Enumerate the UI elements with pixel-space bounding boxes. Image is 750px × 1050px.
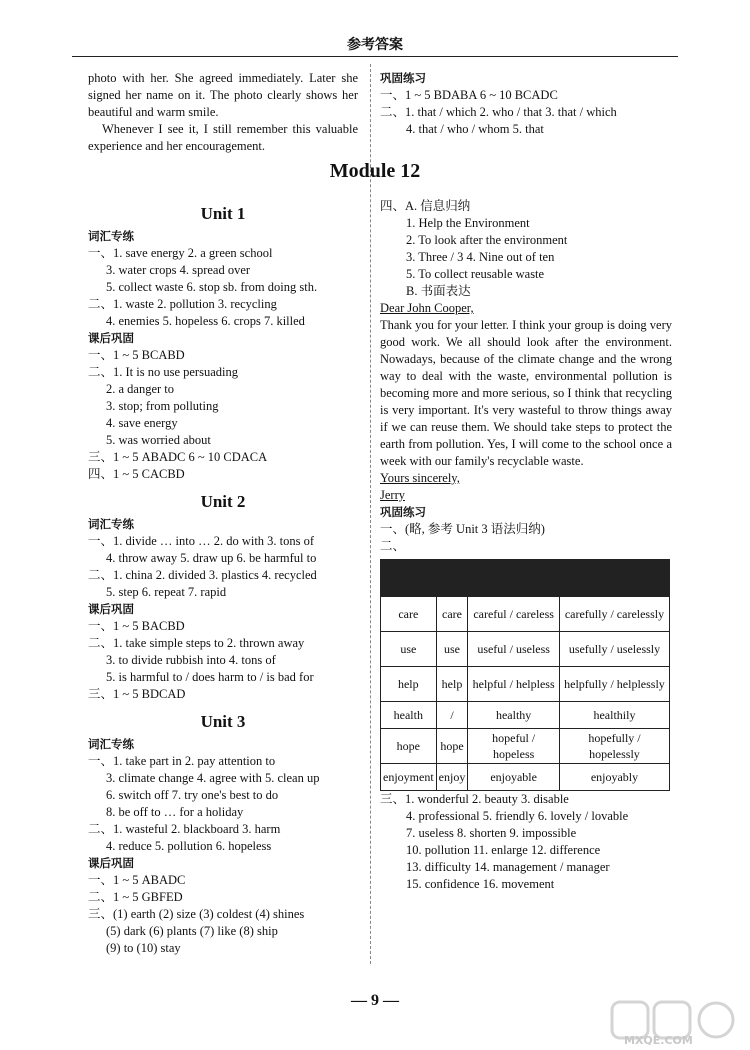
info-line: 2. To look after the environment	[406, 233, 568, 247]
unit2-line: 二、1. china 2. divided 3. plastics 4. recycled	[88, 568, 317, 582]
story-paragraph-2: Whenever I see it, I still remember this valuable experience and her encouragement.	[88, 122, 358, 153]
unit1-line: 5. collect waste 6. stop sb. from doing sth.	[106, 280, 318, 294]
svg-text:MXQE.COM: MXQE.COM	[624, 1034, 693, 1045]
table-cell: help	[381, 667, 437, 702]
left-column	[88, 70, 358, 957]
unit1-line: 3. water crops 4. spread over	[106, 263, 251, 277]
table-row	[381, 729, 670, 764]
unit1-line: 四、1 ~ 5 CACBD	[88, 467, 185, 481]
table-row	[381, 667, 670, 702]
info-line: 3. Three / 3 4. Nine out of ten	[406, 250, 555, 264]
practice-three-line: 4. professional 5. friendly 6. lovely / lovable	[406, 809, 629, 823]
practice-heading-top: 巩固练习	[380, 71, 426, 85]
unit1-line: 2. a danger to	[106, 382, 175, 396]
unit3-line: 一、1. take part in 2. pay attention to	[88, 754, 276, 768]
unit3-line: 三、(1) earth (2) size (3) coldest (4) shines	[88, 907, 305, 921]
table-cell: enjoyable	[468, 764, 560, 791]
table-cell: carefully / carelessly	[559, 597, 669, 632]
practice-three-line: 13. difficulty 14. management / manager	[406, 860, 610, 874]
table-cell: use	[436, 632, 468, 667]
unit2-line: 二、1. take simple steps to 2. thrown away	[88, 636, 305, 650]
column-divider	[370, 64, 371, 964]
info-line: 5. To collect reusable waste	[406, 267, 545, 281]
word-forms-table	[380, 559, 670, 791]
unit3-vocab-heading: 词汇专练	[88, 737, 134, 751]
unit1-line: 5. was worried about	[106, 433, 211, 447]
unit3-line: 8. be off to … for a holiday	[106, 805, 244, 819]
info-heading: 四、A. 信息归纳	[380, 199, 471, 213]
page-number: — 9 —	[351, 992, 399, 1009]
story-paragraph-1: photo with her. She agreed immediately. Later she signed her name on it. The photo clearly shows her beautiful and warm smile.	[88, 71, 358, 119]
practice-heading: 巩固练习	[380, 505, 426, 519]
table-cell: health	[381, 702, 437, 729]
unit2-line: 一、1. divide … into … 2. do with 3. tons of	[88, 534, 315, 548]
unit2-line: 5. step 6. repeat 7. rapid	[106, 585, 227, 599]
unit2-line: 3. to divide rubbish into 4. tons of	[106, 653, 276, 667]
table-cell: hope	[381, 729, 437, 764]
table-row	[381, 702, 670, 729]
unit1-line: 二、1. waste 2. pollution 3. recycling	[88, 297, 277, 311]
watermark-logo	[610, 1000, 740, 1045]
page-header: 参考答案	[347, 37, 403, 53]
letter	[380, 300, 672, 504]
unit3-line: 一、1 ~ 5 ABADC	[88, 873, 186, 887]
unit2-title: Unit 2	[200, 492, 246, 511]
unit3-line: 4. reduce 5. pollution 6. hopeless	[106, 839, 272, 853]
table-cell: helpful / helpless	[468, 667, 560, 702]
practice-line: 二、1. that / which 2. who / that 3. that / which	[380, 105, 617, 119]
practice-three-line: 7. useless 8. shorten 9. impossible	[406, 826, 577, 840]
table-cell: care	[436, 597, 468, 632]
module-title: Module 12	[329, 160, 421, 182]
practice-three-line: 三、1. wonderful 2. beauty 3. disable	[380, 792, 569, 806]
table-cell: careful / careless	[468, 597, 560, 632]
letter-closing: Yours sincerely,	[380, 471, 460, 485]
practice-line: 一、1 ~ 5 BDABA 6 ~ 10 BCADC	[380, 88, 558, 102]
table-cell: healthy	[468, 702, 560, 729]
letter-body: Thank you for your letter. I think your group is doing very good work. We all should look after the environment. Nowadays, because of the climate change and the wrong way to deal with the waste, environmental pollution is becoming more and more serious, so I think that recycling is very important. It's very wasteful to throw things away if we can reuse them. We should take steps to protect the earth from pollution. Yes, I will come to the school once a week with our family's recyclable waste.	[380, 318, 672, 468]
table-row	[381, 597, 670, 632]
table-header-row	[381, 560, 670, 597]
unit2-line: 5. is harmful to / does harm to / is bad for	[106, 670, 314, 684]
unit1-line: 一、1. save energy 2. a green school	[88, 246, 273, 260]
unit1-title: Unit 1	[200, 204, 246, 223]
letter-signature: Jerry	[380, 488, 405, 502]
unit1-review-heading: 课后巩固	[88, 331, 134, 345]
table-cell: care	[381, 597, 437, 632]
unit3-line: (9) to (10) stay	[106, 941, 181, 955]
table-cell: usefully / uselessly	[559, 632, 669, 667]
unit1-line: 4. enemies 5. hopeless 6. crops 7. killed	[106, 314, 305, 328]
table-cell: hopefully / hopelessly	[559, 729, 669, 764]
practice-three-line: 10. pollution 11. enlarge 12. difference	[406, 843, 601, 857]
unit2-line: 一、1 ~ 5 BACBD	[88, 619, 185, 633]
unit3-title: Unit 3	[200, 712, 246, 731]
table-cell: useful / useless	[468, 632, 560, 667]
table-cell: help	[436, 667, 468, 702]
practice-three-line: 15. confidence 16. movement	[406, 877, 555, 891]
table-cell: helpfully / helplessly	[559, 667, 669, 702]
unit2-line: 三、1 ~ 5 BDCAD	[88, 687, 186, 701]
unit1-vocab-heading: 词汇专练	[88, 229, 134, 243]
table-cell: /	[436, 702, 468, 729]
unit2-vocab-heading: 词汇专练	[88, 517, 134, 531]
table-cell: enjoyment	[381, 764, 437, 791]
unit3-review-heading: 课后巩固	[88, 856, 134, 870]
table-cell: hope	[436, 729, 468, 764]
unit3-line: 6. switch off 7. try one's best to do	[106, 788, 279, 802]
writing-heading: B. 书面表达	[406, 284, 471, 298]
practice-two: 二、	[380, 539, 406, 553]
unit1-line: 一、1 ~ 5 BCABD	[88, 348, 185, 362]
table-cell: enjoyably	[559, 764, 669, 791]
letter-salutation: Dear John Cooper,	[380, 301, 474, 315]
unit3-line: (5) dark (6) plants (7) like (8) ship	[106, 924, 278, 938]
right-column	[380, 70, 672, 893]
table-cell: use	[381, 632, 437, 667]
unit3-line: 3. climate change 4. agree with 5. clean up	[106, 771, 320, 785]
table-cell: healthily	[559, 702, 669, 729]
unit1-line: 4. save energy	[106, 416, 178, 430]
practice-one: 一、(略, 参考 Unit 3 语法归纳)	[380, 522, 545, 536]
table-cell: enjoy	[436, 764, 468, 791]
table-row	[381, 764, 670, 791]
unit3-line: 二、1 ~ 5 GBFED	[88, 890, 183, 904]
info-line: 1. Help the Environment	[406, 216, 530, 230]
header-rule	[72, 56, 678, 57]
unit1-line: 3. stop; from polluting	[106, 399, 219, 413]
table-cell: hopeful / hopeless	[468, 729, 560, 764]
unit2-line: 4. throw away 5. draw up 6. be harmful to	[106, 551, 317, 565]
table-row	[381, 632, 670, 667]
practice-line: 4. that / who / whom 5. that	[406, 122, 544, 136]
unit1-line: 三、1 ~ 5 ABADC 6 ~ 10 CDACA	[88, 450, 268, 464]
unit2-review-heading: 课后巩固	[88, 602, 134, 616]
unit1-line: 二、1. It is no use persuading	[88, 365, 238, 379]
unit3-line: 二、1. wasteful 2. blackboard 3. harm	[88, 822, 281, 836]
